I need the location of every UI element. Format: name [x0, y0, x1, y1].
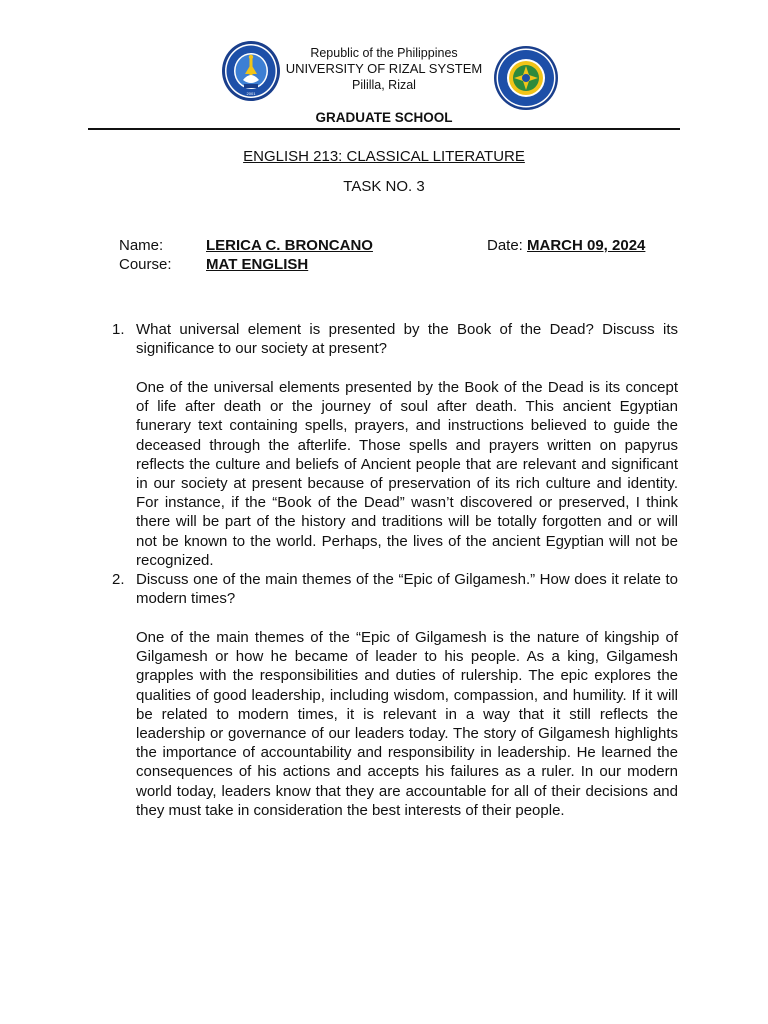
question-number: 2. [112, 571, 125, 588]
header-divider [88, 128, 680, 130]
graduate-school-heading: GRADUATE SCHOOL [315, 110, 453, 125]
question-text: What universal element is presented by the Book of the Dead? Discuss its significance to our society at present? [136, 321, 678, 358]
course-title: ENGLISH 213: CLASSICAL LITERATURE [243, 148, 525, 165]
header-republic: Republic of the Philippines [310, 46, 458, 60]
header-location: Pililla, Rizal [352, 78, 416, 92]
task-title: TASK NO. 3 [343, 178, 425, 195]
course-value: MAT ENGLISH [206, 256, 309, 273]
name-label: Name: [119, 237, 164, 254]
date-label: Date: [487, 237, 523, 254]
course-label: Course: [119, 256, 172, 273]
answer-text: One of the main themes of the “Epic of Gilgamesh is the nature of kingship of Gilgamesh or how he became of leader to his people. As a king, Gilgamesh grapples with the responsibilities and duties of rulership. The epic explores the qualities of good leadership, including wisdom, compassion, and humility. If it will be related to modern times, it is relevant in a way that it still reflects the leadership or governance of our leaders today. The story of Gilgamesh highlights the importance of accountability and responsibility in leadership. He learned the consequences of his actions and accepts his failures as a ruler. In our modern world today, leaders know that they are accountable for all of their decisions and they must take in consideration the best interests of their people. [136, 629, 678, 819]
header-university: UNIVERSITY OF RIZAL SYSTEM [285, 61, 483, 76]
question-text: Discuss one of the main themes of the “Epic of Gilgamesh.” How does it relate to modern times? [136, 571, 678, 608]
question-number: 1. [112, 321, 125, 338]
graduate-school-seal-icon [493, 45, 559, 111]
name-value: LERICA C. BRONCANO [206, 237, 373, 254]
svg-text:2001: 2001 [246, 91, 256, 96]
date-value: MARCH 09, 2024 [527, 237, 646, 254]
graduate-school-seal-logo [493, 45, 559, 111]
answer-text: One of the universal elements presented by the Book of the Dead is its concept of life after death or the journey of soul after death. This ancient Egyptian funerary text containing spells, prayers, and instructions believed to guide the deceased through the afterlife. Those spells and prayers written on papyrus reflects the culture and beliefs of Ancient people that are relevant and significant in our society at present because of preservation of its rich culture and identity. For instance, if the “Book of the Dead” wasn’t discovered or preserved, I think there will be part of the history and traditions will be totally forgotten and or will not be known to the world. Perhaps, the lives of the ancient Egyptian will not be recognized. [136, 379, 678, 569]
